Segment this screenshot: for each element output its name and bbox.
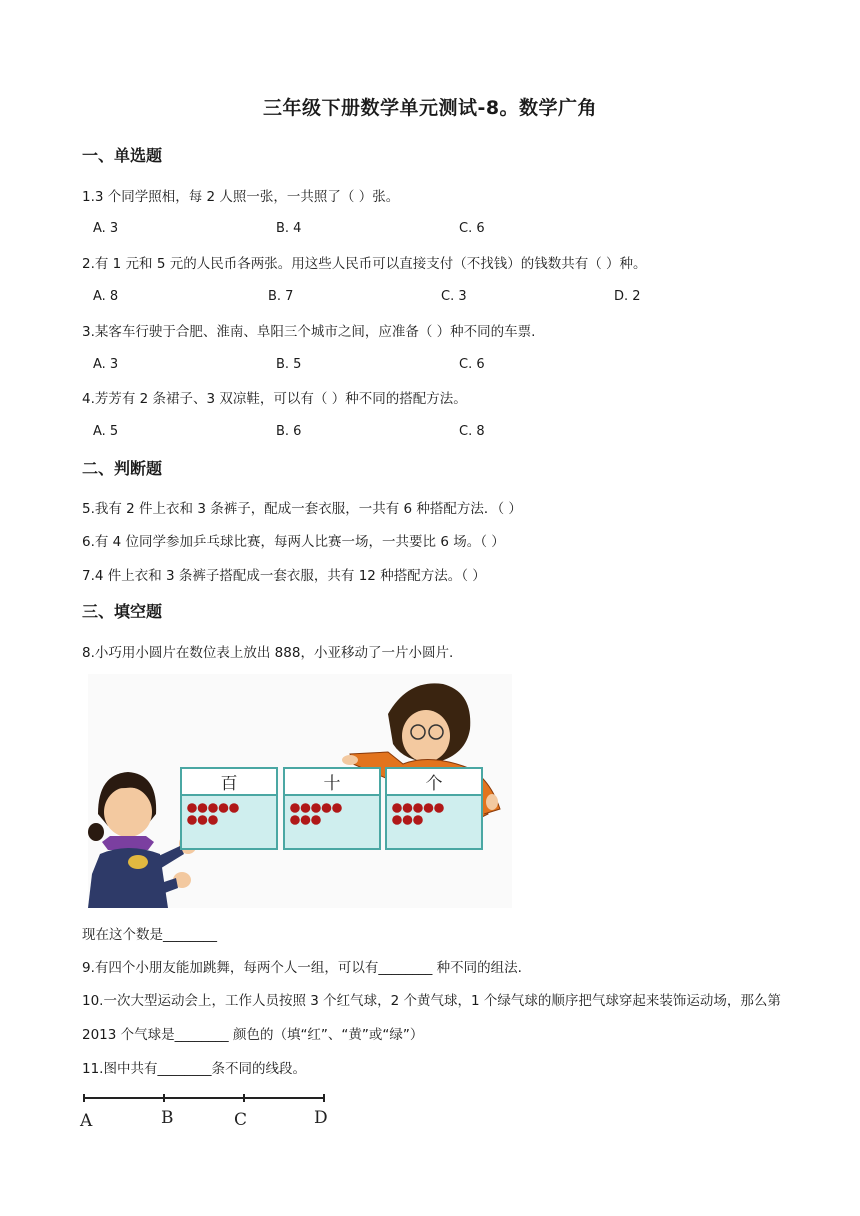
counter-disc xyxy=(198,803,208,813)
point-c-label: C xyxy=(234,1110,248,1130)
question-11: 11.图中共有________条不同的线段。 xyxy=(82,1061,306,1077)
question-2: 2.有 1 元和 5 元的人民币各两张。用这些人民币可以直接支付（不找钱）的钱数共有（ ）种。 xyxy=(82,256,647,272)
line-segment-figure xyxy=(78,1090,348,1130)
question-6: 6.有 4 位同学参加乒乓球比赛，每两人比赛一场，一共要比 6 场。（ ） xyxy=(82,534,505,550)
q3-option-c: C. 6 xyxy=(459,357,485,372)
label-hundreds: 百 xyxy=(220,774,238,794)
counter-disc xyxy=(403,803,413,813)
q2-option-c: C. 3 xyxy=(441,289,467,304)
counter-disc xyxy=(392,815,402,825)
counter-disc xyxy=(392,803,402,813)
q4-option-a: A. 5 xyxy=(93,424,119,439)
question-10: 10.一次大型运动会上，工作人员按照 3 个红气球，2 个黄气球，1 个绿气球的顺序把气球穿起来装饰运动场，那么第 2013 个气球是________ 颜色的（填“红”、“黄”或“绿”） xyxy=(82,993,781,1043)
q4-option-c: C. 8 xyxy=(459,424,485,439)
counter-disc xyxy=(413,815,423,825)
counter-disc xyxy=(187,803,197,813)
question-8: 8.小巧用小圆片在数位表上放出 888，小亚移动了一片小圆片. xyxy=(82,645,454,661)
question-7: 7.4 件上衣和 3 条裤子搭配成一套衣服，共有 12 种搭配方法。（ ） xyxy=(82,568,486,584)
q1-option-c: C. 6 xyxy=(459,221,485,236)
counter-disc xyxy=(332,803,342,813)
counter-disc xyxy=(311,803,321,813)
question-8-answer: 现在这个数是________ xyxy=(82,927,217,943)
q1-option-a: A. 3 xyxy=(93,221,119,236)
point-d-label: D xyxy=(314,1108,328,1128)
question-5: 5.我有 2 件上衣和 3 条裤子，配成一套衣服，一共有 6 种搭配方法．（ ） xyxy=(82,501,522,517)
place-value-illustration xyxy=(88,674,512,908)
question-9: 9.有四个小朋友能加跳舞，每两个人一组，可以有________ 种不同的组法. xyxy=(82,960,522,976)
label-tens: 十 xyxy=(323,774,341,794)
counter-disc xyxy=(290,815,300,825)
counter-disc xyxy=(403,815,413,825)
counter-disc xyxy=(434,803,444,813)
counter-disc xyxy=(187,815,197,825)
label-ones: 个 xyxy=(425,774,443,794)
q3-option-b: B. 5 xyxy=(276,357,302,372)
counter-disc xyxy=(219,803,229,813)
counter-disc xyxy=(424,803,434,813)
section-heading-fill-blank: 三、填空题 xyxy=(82,602,163,621)
counter-disc xyxy=(301,815,311,825)
q4-option-b: B. 6 xyxy=(276,424,302,439)
page-title: 三年级下册数学单元测试-8。数学广角 xyxy=(262,97,598,119)
counter-disc xyxy=(311,815,321,825)
counter-disc xyxy=(322,803,332,813)
counter-disc xyxy=(290,803,300,813)
q2-option-d: D. 2 xyxy=(614,289,641,304)
question-1: 1.3 个同学照相，每 2 人照一张，一共照了（ ）张。 xyxy=(82,189,400,205)
counter-disc xyxy=(229,803,239,813)
q2-option-b: B. 7 xyxy=(268,289,294,304)
counter-disc xyxy=(208,815,218,825)
point-a-label: A xyxy=(80,1111,93,1130)
section-heading-true-false: 二、判断题 xyxy=(82,459,163,478)
counter-disc xyxy=(198,815,208,825)
point-b-label: B xyxy=(161,1108,174,1128)
counter-disc xyxy=(413,803,423,813)
counter-disc xyxy=(301,803,311,813)
q2-option-a: A. 8 xyxy=(93,289,119,304)
q3-option-a: A. 3 xyxy=(93,357,119,372)
counter-disc xyxy=(208,803,218,813)
section-heading-single-choice: 一、单选题 xyxy=(82,146,163,165)
question-3: 3.某客车行驶于合肥、淮南、阜阳三个城市之间，应准备（ ）种不同的车票. xyxy=(82,324,536,340)
question-4: 4.芳芳有 2 条裙子、3 双凉鞋，可以有（ ）种不同的搭配方法。 xyxy=(82,391,467,407)
q1-option-b: B. 4 xyxy=(276,221,302,236)
